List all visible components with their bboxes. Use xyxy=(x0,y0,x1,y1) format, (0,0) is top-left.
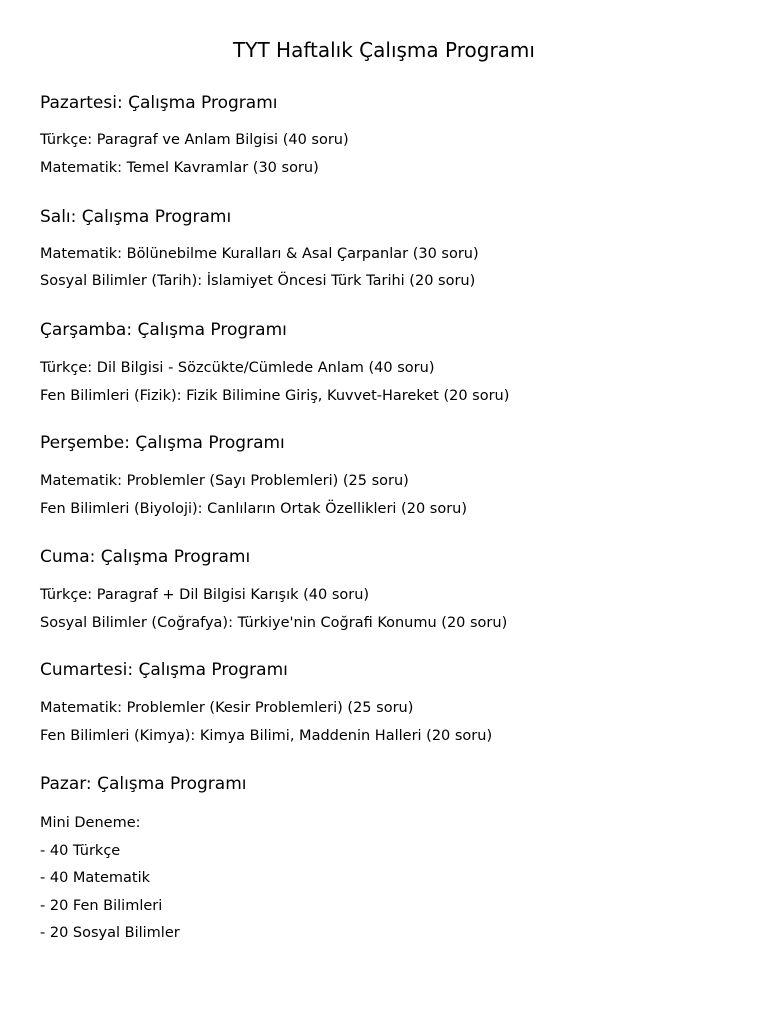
document-title: TYT Haftalık Çalışma Programı xyxy=(233,38,535,62)
task-line: Matematik: Problemler (Sayı Problemleri) (25 soru) xyxy=(40,473,409,489)
task-line: Fen Bilimleri (Kimya): Kimya Bilimi, Maddenin Halleri (20 soru) xyxy=(40,728,493,744)
day-heading: Salı: Çalışma Programı xyxy=(40,207,232,227)
task-line: Türkçe: Paragraf ve Anlam Bilgisi (40 soru) xyxy=(40,132,349,148)
task-line: Türkçe: Dil Bilgisi - Sözcükte/Cümlede Anlam (40 soru) xyxy=(40,360,435,376)
day-heading: Pazartesi: Çalışma Programı xyxy=(40,93,278,113)
task-line: Fen Bilimleri (Fizik): Fizik Bilimine Giriş, Kuvvet-Hareket (20 soru) xyxy=(40,388,510,404)
task-line: - 40 Matematik xyxy=(40,870,151,886)
day-heading: Perşembe: Çalışma Programı xyxy=(40,433,285,453)
task-line: Mini Deneme: xyxy=(40,815,141,831)
task-line: Sosyal Bilimler (Tarih): İslamiyet Öncesi Türk Tarihi (20 soru) xyxy=(40,273,476,289)
day-heading: Pazar: Çalışma Programı xyxy=(40,774,247,794)
task-line: Türkçe: Paragraf + Dil Bilgisi Karışık (40 soru) xyxy=(40,587,370,603)
task-line: - 40 Türkçe xyxy=(40,843,121,859)
task-line: Fen Bilimleri (Biyoloji): Canlıların Ortak Özellikleri (20 soru) xyxy=(40,501,468,517)
task-line: - 20 Sosyal Bilimler xyxy=(40,925,180,941)
day-heading: Çarşamba: Çalışma Programı xyxy=(40,320,287,340)
day-heading: Cumartesi: Çalışma Programı xyxy=(40,660,288,680)
task-line: Matematik: Temel Kavramlar (30 soru) xyxy=(40,160,319,176)
task-line: Sosyal Bilimler (Coğrafya): Türkiye'nin Coğrafi Konumu (20 soru) xyxy=(40,615,508,631)
day-heading: Cuma: Çalışma Programı xyxy=(40,547,251,567)
task-line: Matematik: Bölünebilme Kuralları & Asal Çarpanlar (30 soru) xyxy=(40,246,479,262)
task-line: - 20 Fen Bilimleri xyxy=(40,898,163,914)
task-line: Matematik: Problemler (Kesir Problemleri) (25 soru) xyxy=(40,700,414,716)
